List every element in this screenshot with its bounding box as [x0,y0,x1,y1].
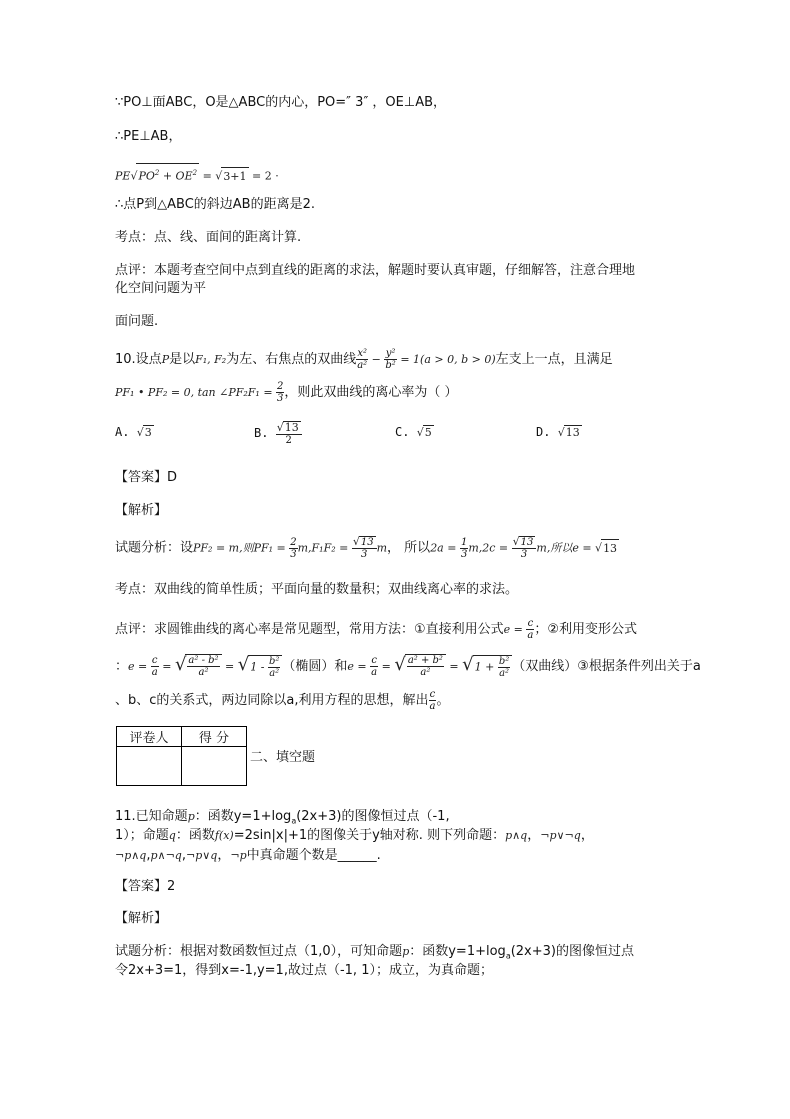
answer-blank[interactable]: ______ [337,848,377,863]
sqrt-expression [136,163,199,186]
fraction [370,655,378,678]
denominator: a [151,667,158,678]
exponent: 2 [154,169,160,177]
denominator: a² [420,667,431,678]
fraction [407,655,444,678]
answer-11 [115,878,175,896]
formula-part: 1 - [250,660,268,673]
sqrt-expression [473,655,513,679]
text: 考点：点、线、面间的距离计算. [115,230,302,245]
formula-part: m,2c = [468,541,512,555]
text: 。 [436,693,450,708]
denominator: 3 [460,548,468,560]
analysis-heading-11 [115,910,167,928]
numerator: c [429,689,436,700]
formula-part: e = [503,623,527,636]
text: ∴点P到△ABC的斜边AB的距离是2. [115,197,315,212]
text: （椭圆）和 [282,659,348,674]
header-score: 得 分 [182,727,247,747]
numerator: x² [357,348,368,359]
text: 中真命题个数是 [246,848,338,863]
formula-part: m [376,541,388,555]
denominator: 3 [361,549,368,560]
formula-part: = [199,169,216,183]
text: ： [115,659,129,674]
text: 1）；命题 [115,828,169,843]
denominator: 3 [290,548,297,560]
option-value: 13 [565,426,580,439]
formula-part: = [158,660,175,673]
numerator: 13 [520,537,534,548]
proposition: ¬p [230,849,247,862]
formula-pe-length: $PE√PO^2 + OE^2 = √3+1 = 2$ · [115,163,279,186]
text: 【解析】 [115,911,168,926]
fraction [151,655,159,678]
var-p: p [402,945,410,958]
line-pe-perpendicular [115,128,181,146]
numerator: b² [268,655,280,667]
question-11-line-2 [115,827,594,845]
text: 考点：双曲线的简单性质；平面向量的数量积；双曲线离心率的求法。 [115,582,519,597]
formula-part: PF₁ • PF₂ = 0, tan ∠PF₂F₁ = [115,386,277,399]
text: 【解析】 [115,503,168,518]
text: ；②利用变形公式 [534,622,638,637]
text: ：函数y=1+log [409,944,506,959]
cell-score [182,747,247,786]
line-kaodian-1 [115,229,301,247]
text: 左支上一点，且满足 [495,352,613,367]
option-d: D. √13 [536,425,580,439]
option-label: B. [254,426,276,440]
option-a: A. √3 [115,425,152,439]
denominator: b² [385,360,396,371]
text: ， [217,848,231,863]
text: , [181,848,186,863]
text: ， [580,828,594,843]
numerator: c [151,655,158,666]
fraction: $\frac{√13}{3}$ [512,536,537,560]
cell-grader [117,747,182,786]
formula-part: = 1(a > 0, b > 0) [396,353,496,366]
formula-part: e = [347,660,371,673]
function-f: f(x) [214,829,234,842]
formula-part: = [221,660,238,673]
text: 是以 [169,352,196,367]
denominator: a² [198,667,209,678]
text: ：函数y=1+log [194,809,292,824]
sqrt-expression [405,654,446,678]
line-pingping-1-end [115,313,158,331]
text: 【答案】2 [115,879,176,894]
denominator: 3 [520,549,528,560]
var-p: p [187,810,195,823]
formula-part: 2a = [430,541,460,555]
text: . [376,848,381,863]
question-10-stem [115,348,613,371]
text: ∵PO⊥面ABC，O是△ABC的内心，PO=″ 3″ ，OE⊥AB， [115,95,447,110]
subscript: a [505,951,511,961]
proposition: p∧q [505,829,528,842]
option-label: A. [115,425,137,439]
denominator: a [429,701,436,712]
numerator: c [527,618,534,629]
option-label: D. [536,425,558,439]
text: ， 所以 [387,540,431,556]
header-grader: 评卷人 [117,727,182,747]
text: ，则此双曲线的离心率为（ ） [284,385,458,400]
denominator: a [371,667,378,678]
foci: F₁, F₂ [195,353,227,366]
text: 化空间问题为平 [115,281,207,296]
numerator: 13 [360,537,374,548]
fraction [289,537,297,560]
section-heading-fill-in [250,749,315,767]
formula-part: m,所以e = [536,541,596,555]
line-pingping-1 [115,262,635,280]
analysis-heading-10 [115,502,167,520]
formula-part: 13 [601,539,619,558]
text: 试题分析：设 [115,540,194,556]
sqrt-expression [248,655,282,679]
text: （双曲线）③根据条件列出关于a [512,659,701,674]
denominator: a² [357,360,368,371]
fraction: $\frac{√13}{3}$ [352,536,377,560]
fraction [498,656,510,679]
text: =2sin|x|+1的图像关于y轴对称. 则下列命题： [233,828,506,843]
option-b [254,421,302,446]
subscript: a [291,816,297,826]
sqrt-expression [185,654,221,678]
formula-part: − [368,353,385,366]
text: 11.已知命题 [115,809,188,824]
formula-part: m,F₁F₂ = [297,541,352,555]
denominator: 2 [285,435,292,446]
numerator: 13 [284,421,299,434]
exponent: 2 [192,169,198,177]
line-pingping-1-cont [115,280,206,298]
text: 令2x+3=1，得到x=-1,y=1,故过点（-1, 1）；成立，为真命题； [115,963,493,978]
question-11-line-3 [115,847,381,865]
proposition: p∧¬q [150,849,182,862]
text: ：函数 [175,828,215,843]
fraction [187,655,219,678]
text: 试题分析：根据对数函数恒过点（1,0），可知命题 [115,944,403,959]
formula-part: PO [138,169,155,183]
numerator: c [371,655,377,666]
text: 点评：本题考查空间中点到直线的距离的求法，解题时要认真审题，仔细解答，注意合理地 [115,263,636,278]
numerator: a² + b² [407,655,443,666]
formula-part: = 2 · [248,169,279,183]
denominator: 3 [277,393,284,404]
fraction-y2-b2 [384,348,396,371]
text: 为左、右焦点的双曲线 [226,352,357,367]
var-p: P [161,353,170,366]
text: 点评：求圆锥曲线的离心率是常见题型，常用方法：①直接利用公式 [115,622,504,637]
option-value: $\frac{√13}{2}$ [276,421,302,446]
proposition: ¬p∨q [186,849,218,862]
analysis-10-derivation: 试题分析：设PF₂ = m,则PF₁ = $\frac{2}{3}$ m,F₁F₂ = $\frac{√13}{3}$ m， 所以2a = $\frac{1}{3}$ m,2c = $\frac{√13}{3}$ m,所以e = √13 [115,535,618,560]
question-10-condition [115,381,458,404]
numerator: 2 [290,536,297,548]
fraction [268,656,280,679]
text: ， [527,828,541,843]
formula-part: = [445,660,463,673]
formula-part: PF₂ = m,则PF₁ = [193,541,290,555]
text: 10.设点 [115,352,162,367]
numerator: y² [385,348,396,359]
option-c: C. √5 [395,425,432,439]
var-q: q [168,829,176,842]
formula-part: 1 + [474,660,498,673]
line-pingping-2-formulas: ：e = $\frac{c}{a}$ = √ $\frac{\text{a² - b²}}{\text{a²}}$ = √1 - $\frac{\text{b²}}{\text{a²}}$ （椭圆）和e = $\frac{c}{a}$ = √ $\frac{\text{a² + b²}}{\text{a²}}$ = √1 + $\frac{\text{b²}}{\text{a²}}$ （双曲线）③根据条件列出关于a [115,654,701,679]
text: 面问题. [115,314,159,329]
text: ∴PE⊥AB， [115,129,182,144]
formula-part: = [378,660,395,673]
text: , [146,848,151,863]
option-value: 3 [144,426,152,439]
line-pingping-2 [115,618,637,641]
denominator: a [527,630,534,641]
numerator: b² [498,655,510,667]
text: (2x+3)的图像恒过点 [510,944,634,959]
line-po-perpendicular [115,94,446,112]
line-pingping-2-end [115,689,449,712]
text: 、b、c的关系式，两边同除以a,利用方程的思想，解出 [115,693,429,708]
numerator: a² - b² [188,655,219,666]
text: 二、填空题 [250,750,316,765]
score-table [116,726,247,786]
answer-10 [115,469,177,487]
text: 【答案】D [115,470,178,485]
proposition: ¬p∧q [115,849,147,862]
option-label: C. [395,425,417,439]
denominator: a² [269,667,280,679]
text: (2x+3)的图像恒过点（-1, [296,809,450,824]
line-distance-result [115,196,315,214]
formula-part: PE [115,169,131,183]
formula-part: e = [128,660,151,673]
option-value: 5 [424,426,432,439]
analysis-11-line-2 [115,962,493,980]
fraction-x2-a2 [356,348,368,371]
proposition: ¬p∨¬q [540,829,581,842]
numerator: 2 [277,381,284,392]
line-kaodian-2 [115,581,518,599]
sqrt-expression: 3+1 [221,167,248,186]
numerator: 1 [460,536,468,548]
formula-part: + OE [159,169,193,183]
denominator: a² [499,667,510,679]
